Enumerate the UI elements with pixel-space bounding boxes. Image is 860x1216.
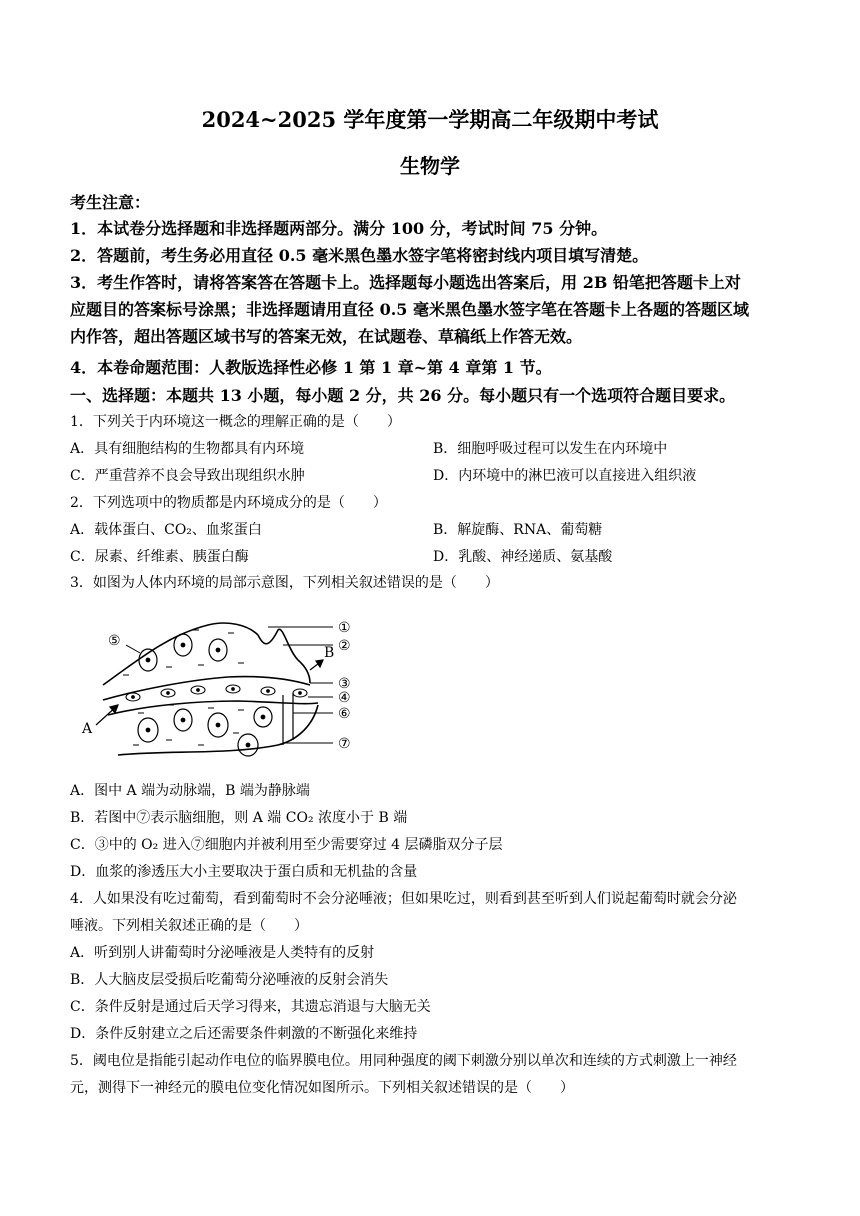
q4-option-d: D．条件反射建立之后还需要条件刺激的不断强化来维持 [70,1026,418,1042]
label-7: ⑦ [338,736,351,752]
notice-item-1: 1．本试卷分选择题和非选择题两部分。满分 100 分，考试时间 75 分钟。 [70,219,608,238]
exam-title: 2024~2025 学年度第一学期高二年级期中考试 [201,107,659,132]
label-2: ② [338,638,351,654]
label-3: ③ [338,676,351,692]
q4-option-b: B．人大脑皮层受损后吃葡萄分泌唾液的反射会消失 [70,972,389,988]
capillary-wall-upper [103,623,258,685]
label-a-end: A [82,721,93,737]
label-6: ⑥ [338,706,351,722]
q2-option-a: A．载体蛋白、CO₂、血浆蛋白 [70,522,262,538]
section-heading: 一、选择题：本题共 13 小题，每小题 2 分，共 26 分。每小题只有一个选项符合题目要求。 [70,386,736,405]
q3-option-b: B．若图中⑦表示脑细胞，则 A 端 CO₂ 浓度小于 B 端 [70,810,408,826]
q3-option-c: C．③中的 O₂ 进入⑦细胞内并被利用至少需要穿过 4 层磷脂双分子层 [70,837,503,853]
notice-item-3: 3．考生作答时，请将答案答在答题卡上。选择题每小题选出答案后，用 2B 铅笔把答题卡上对 [70,273,741,292]
q1-option-d: D．内环境中的淋巴液可以直接进入组织液 [433,468,697,484]
q2-option-c: C．尿素、纤维素、胰蛋白酶 [70,549,249,565]
subject-title: 生物学 [400,154,460,178]
q1-option-b: B．细胞呼吸过程可以发生在内环境中 [433,441,668,457]
q1-stem: 1．下列关于内环境这一概念的理解正确的是（ ） [70,414,401,430]
label-4: ④ [338,690,351,706]
q4-stem-line2: 唾液。下列相关叙述正确的是（ ） [70,918,308,934]
label-1: ① [338,620,351,636]
notice-item-3-cont2: 内作答，超出答题区域书写的答案无效，在试题卷、草稿纸上作答无效。 [70,327,583,346]
q3-stem: 3．如图为人体内环境的局部示意图，下列相关叙述错误的是（ ） [70,575,499,591]
q2-option-d: D．乳酸、神经递质、氨基酸 [433,549,613,565]
notice-heading: 考生注意： [70,193,151,212]
label-5: ⑤ [108,633,121,649]
notice-item-4: 4．本卷命题范围：人教版选择性必修 1 第 1 章~第 4 章第 1 节。 [70,358,552,377]
q4-stem-line1: 4．人如果没有吃过葡萄，看到葡萄时不会分泌唾液；但如果吃过，则看到甚至听到人们说起葡萄时就会分泌 [70,891,737,907]
notice-item-2: 2．答题前，考生务必用直径 0.5 毫米黑色墨水签字笔将密封线内项目填写清楚。 [70,246,649,265]
notice-item-3-cont: 应题目的答案标号涂黑；非选择题请用直径 0.5 毫米黑色墨水签字笔在答题卡上各题的答题区域 [70,300,749,319]
q2-option-b: B．解旋酶、RNA、葡萄糖 [433,522,603,538]
q4-option-a: A．听到别人讲葡萄时分泌唾液是人类特有的反射 [70,945,375,961]
q1-option-c: C．严重营养不良会导致出现组织水肿 [70,468,305,484]
q3-option-a: A．图中 A 端为动脉端，B 端为静脉端 [70,783,310,799]
q2-stem: 2．下列选项中的物质都是内环境成分的是（ ） [70,495,387,511]
tissue-cells [138,634,272,756]
q4-option-c: C．条件反射是通过后天学习得来，其遗忘消退与大脑无关 [70,999,431,1015]
inner-environment-diagram [78,605,368,775]
q3-option-d: D．血浆的渗透压大小主要取决于蛋白质和无机盐的含量 [70,864,418,880]
q5-stem-line2: 元，测得下一神经元的膜电位变化情况如图所示。下列相关叙述错误的是（ ） [70,1080,574,1096]
q1-option-a: A．具有细胞结构的生物都具有内环境 [70,441,305,457]
label-b-end: B [324,645,335,661]
q5-stem-line1: 5．阈电位是指能引起动作电位的临界膜电位。用同种强度的阈下刺激分别以单次和连续的方式刺激上一神经 [70,1053,737,1069]
